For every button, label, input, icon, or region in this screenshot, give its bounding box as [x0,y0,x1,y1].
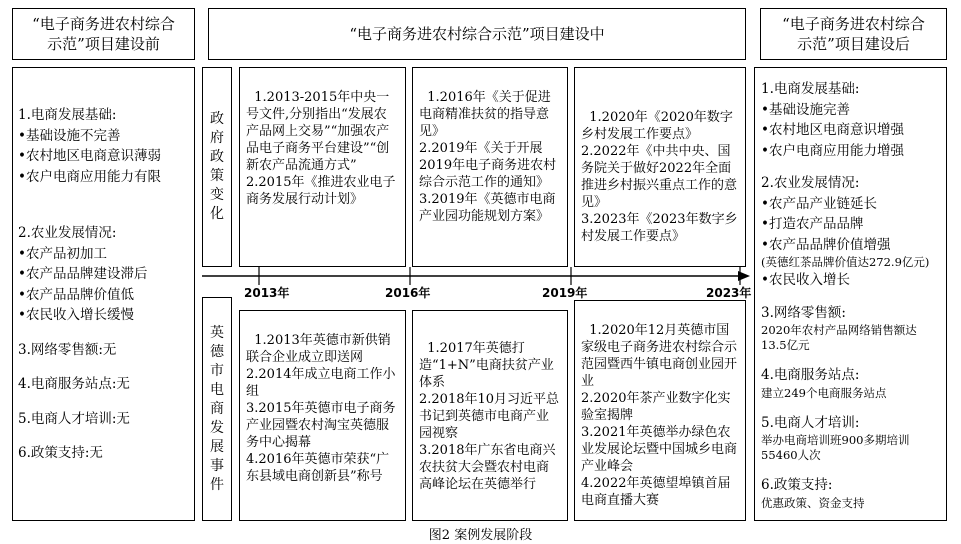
header-after-text: “电子商务进农村综合示范”项目建设后 [782,15,925,53]
before-sec1-item: •基础设施不完善 [18,127,121,144]
after-sec4-title: 4.电商服务站点: [761,367,860,383]
after-sec1-item: •基础设施完善 [761,101,850,118]
event-cell-text: 1.2017年英德打造“1+N”电商扶贫产业体系 2.2018年10月习近平总书记到英德市电商产业园视察 3.2018年广东省电商兴农扶贫大会暨农村电商高峰论坛在英德举行 [419,341,560,492]
after-sec1-item: •农村地区电商意识增强 [761,122,904,138]
before-sec2-item: •农产品初加工 [18,245,107,262]
before-sec2-title: 2.农业发展情况: [18,225,117,241]
row-label-events-text: 英德市电商发展事件 [210,324,224,493]
after-sec4-text: 建立249个电商服务站点 [761,385,887,400]
before-sec1-title: 1.电商发展基础: [18,107,117,123]
after-sec3-title: 3.网络零售额: [761,304,846,321]
before-sec1-item: •农村地区电商意识薄弱 [18,148,161,164]
header-before [12,8,195,60]
header-during [208,8,746,60]
header-after [760,8,947,60]
after-sec2-note: (英德红茶品牌价值达272.9亿元) [761,255,930,269]
after-sec1-title: 1.电商发展基础: [761,81,860,97]
policy-cell-2013-2016 [239,67,406,267]
year-label: 2023年 [706,286,752,300]
before-sec2-item: •农产品品牌建设滞后 [18,266,148,282]
policy-cell-text: 1.2013-2015年中央一号文件,分别指出“发展农产品网上交易”“加强农产品电子商务平台建设”“创新农产品流通方式” 2.2015年《推进农业电子商务发展行动计划》 [246,90,396,207]
after-sec2-title: 2.农业发展情况: [761,175,860,191]
after-sec6-text: 优惠政策、资金支持 [761,495,865,510]
year-label: 2016年 [385,286,431,300]
policy-cell-2016-2019 [412,67,568,267]
before-sec3: 3.网络零售额:无 [18,341,117,358]
event-cell-text: 1.2013年英德市新供销联合企业成立即送网 2.2014年成立电商工作小组 3.2015年英德市电子商务产业园暨农村淘宝英德服务中心揭幕 4.2016年英德市荣获“广东县域电商创新县”称号 [246,333,396,484]
event-cell-2013-2016 [239,310,406,521]
after-sec3-text: 2020年农村产品网络销售额达13.5亿元 [761,323,917,352]
row-label-events [202,297,232,521]
event-cell-text: 1.2020年12月英德市国家级电子商务进农村综合示范园暨西牛镇电商创业园开业 2.2020年茶产业数字化实验室揭牌 3.2021年英德举办绿色农业发展论坛暨中国城乡电商产业峰会 4.2022年英德望埠镇首届电商直播大赛 [581,323,738,508]
policy-cell-text: 1.2020年《2020年数字乡村发展工作要点》 2.2022年《中共中央、国务院关于做好2022年全面推进乡村振兴重点工作的意见》 3.2023年《2023年数字乡村发展工作要点》 [581,110,738,244]
before-panel [12,67,195,521]
year-label: 2019年 [542,286,588,300]
before-sec2-item: •农民收入增长缓慢 [18,307,134,323]
after-sec2-item: •农民收入增长 [761,272,850,288]
after-sec6-title: 6.政策支持: [761,477,833,493]
header-during-text: “电子商务进农村综合示范”项目建设中 [349,25,605,43]
policy-cell-2019-2023 [574,67,746,267]
row-label-policy [202,67,232,267]
after-panel [754,67,947,521]
before-sec5: 5.电商人才培训:无 [18,410,130,427]
before-sec1-item: •农户电商应用能力有限 [18,168,161,185]
event-cell-2019-2023 [574,300,746,521]
after-sec1-item: •农户电商应用能力增强 [761,142,904,159]
after-sec5-text: 举办电商培训班900多期培训55460人次 [761,433,910,462]
before-sec2-item: •农产品品牌价值低 [18,286,134,303]
after-sec5-title: 5.电商人才培训: [761,414,860,431]
before-sec6: 6.政策支持:无 [18,445,103,461]
row-label-policy-text: 政府政策变化 [210,111,224,222]
header-before-text: “电子商务进农村综合示范”项目建设前 [32,15,175,53]
before-sec4: 4.电商服务站点:无 [18,376,130,392]
after-sec2-item: •农产品产业链延长 [761,195,877,212]
after-sec2-item: •打造农产品品牌 [761,216,864,232]
policy-cell-text: 1.2016年《关于促进电商精准扶贫的指导意见》 2.2019年《关于开展2019年电子商务进农村综合示范工作的通知》 3.2019年《英德市电商产业园功能规划方案》 [419,90,557,224]
figure-caption: 图2 案例发展阶段 [428,528,533,543]
year-label: 2013年 [244,286,290,300]
after-sec2-item: •农产品品牌价值增强 [761,236,891,253]
event-cell-2016-2019 [412,310,568,521]
